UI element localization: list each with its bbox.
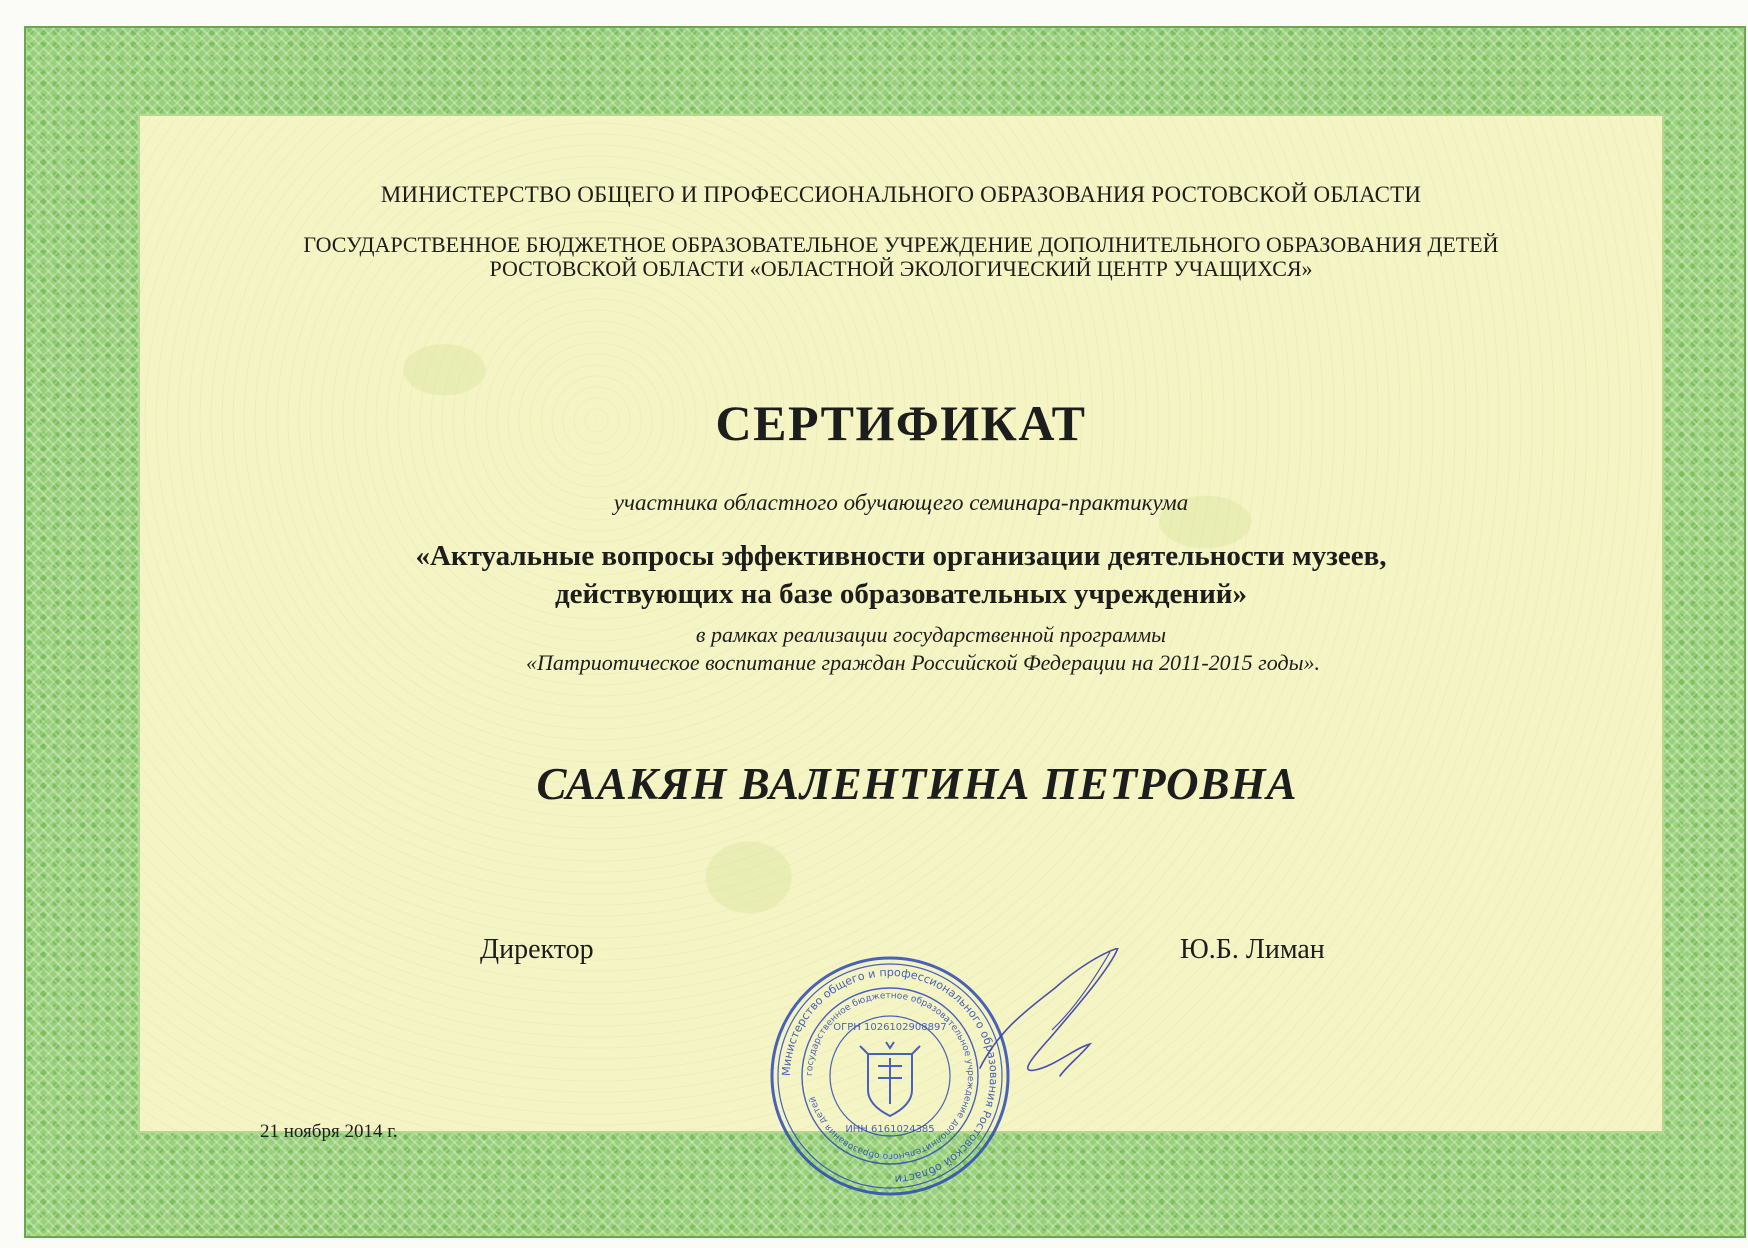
certificate-body — [140, 116, 1662, 1186]
certificate-border — [24, 26, 1746, 1238]
seminar-topic-line2: действующих на базе образовательных учреждений» — [554, 578, 1248, 610]
coat-of-arms-icon — [860, 1042, 920, 1116]
signer-name: Ю.Б. Лиман — [1180, 934, 1325, 965]
recipient-name: СААКЯН ВАЛЕНТИНА ПЕТРОВНА — [536, 759, 1298, 809]
certificate-title: СЕРТИФИКАТ — [715, 395, 1087, 451]
issue-date: 21 ноября 2014 г. — [260, 1121, 398, 1142]
institution-heading-line2: РОСТОВСКОЙ ОБЛАСТИ «ОБЛАСТНОЙ ЭКОЛОГИЧЕСКИЙ ЦЕНТР УЧАЩИХСЯ» — [489, 256, 1313, 281]
signer-position: Директор — [480, 934, 594, 965]
seal-inner-text: государственное бюджетное образовательное учреждение дополнительного образования детей — [804, 990, 976, 1162]
seal-ring-text: Министерство общего и профессионального образования Ростовской области — [779, 965, 1001, 1186]
official-seal — [768, 954, 1012, 1198]
program-line1: в рамках реализации государственной программы — [695, 622, 1167, 647]
seal-inn: ИНН 6161024385 — [845, 1124, 935, 1135]
institution-heading-line1: ГОСУДАРСТВЕННОЕ БЮДЖЕТНОЕ ОБРАЗОВАТЕЛЬНОЕ УЧРЕЖДЕНИЕ ДОПОЛНИТЕЛЬНОГО ОБРАЗОВАНИЯ ДЕТЕЙ — [303, 232, 1499, 257]
ministry-heading: МИНИСТЕРСТВО ОБЩЕГО И ПРОФЕССИОНАЛЬНОГО ОБРАЗОВАНИЯ РОСТОВСКОЙ ОБЛАСТИ — [380, 182, 1422, 207]
program-line2: «Патриотическое воспитание граждан Российской Федерации на 2011-2015 годы». — [526, 650, 1320, 675]
seal-ogrn: ОГРН 1026102908897 — [833, 1022, 947, 1033]
participant-line: участника областного обучающего семинара-практикума — [613, 490, 1189, 515]
seminar-topic-line1: «Актуальные вопросы эффективности организации деятельности музеев, — [415, 540, 1387, 572]
